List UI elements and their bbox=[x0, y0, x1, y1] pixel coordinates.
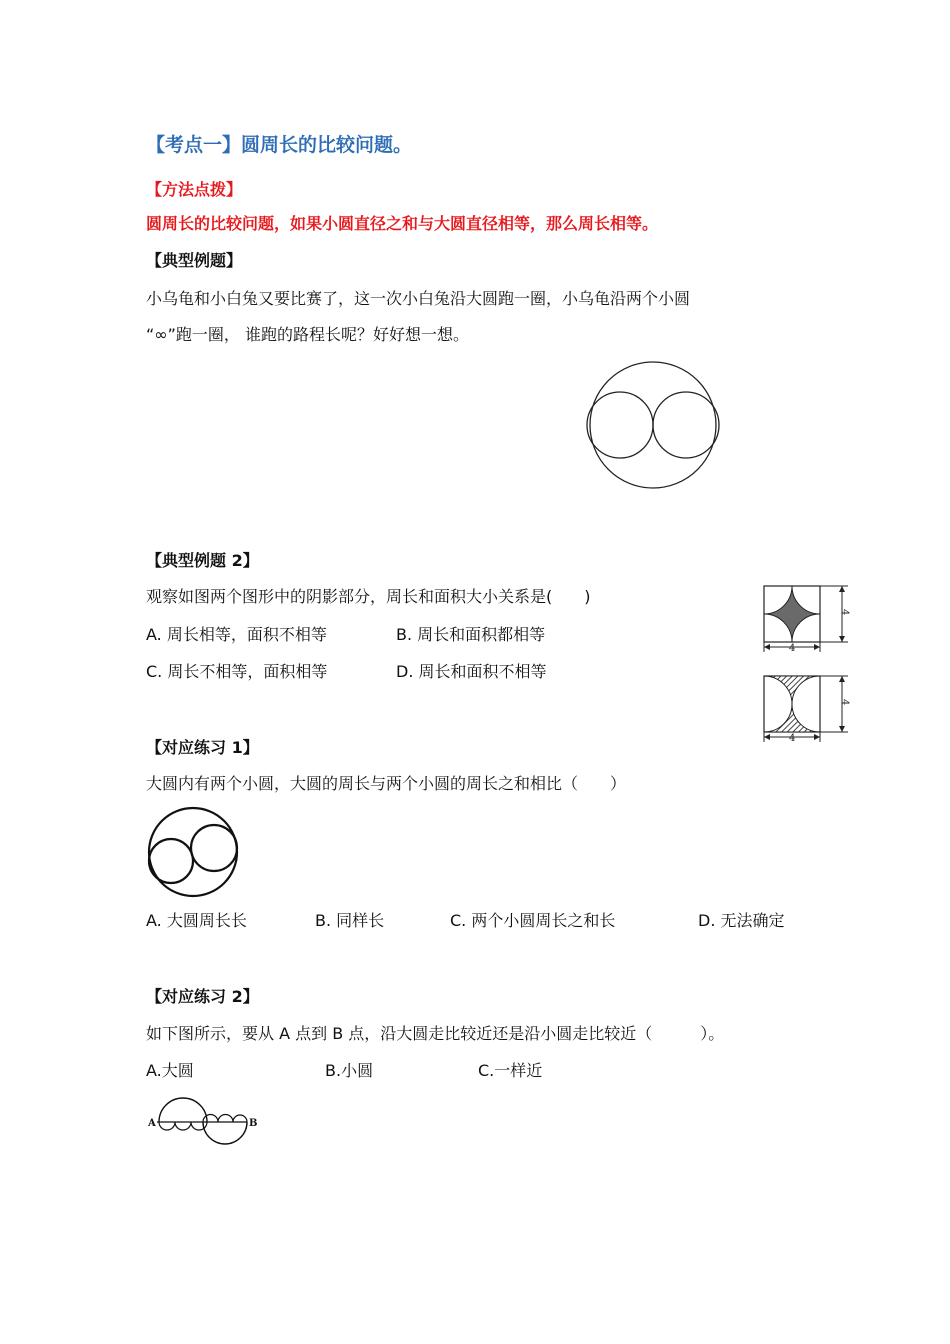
practice2-option-b: B.小圆 bbox=[325, 1061, 374, 1080]
example2-option-a: A. 周长相等，面积不相等 bbox=[146, 625, 327, 644]
section-title: 【考点一】圆周长的比较问题。 bbox=[146, 134, 413, 156]
small-circle-left bbox=[587, 392, 653, 458]
small-arc-4 bbox=[203, 1115, 218, 1123]
inner-circle-right bbox=[191, 825, 237, 871]
example2-figure-hatched bbox=[758, 670, 853, 745]
big-semicircle-upper bbox=[159, 1098, 207, 1122]
practice2-question: 如下图所示，要从 A 点到 B 点，沿大圆走比较近还是沿小圆走比较近（ ）。 bbox=[146, 1024, 725, 1043]
dim-label-vertical-2: 4 bbox=[839, 699, 850, 706]
point-a-label: A bbox=[148, 1118, 156, 1129]
example1-heading: 【典型例题】 bbox=[146, 251, 243, 270]
example2-question: 观察如图两个图形中的阴影部分，周长和面积大小关系是( ) bbox=[146, 587, 591, 606]
practice1-option-c: C. 两个小圆周长之和长 bbox=[450, 911, 616, 930]
small-arc-5 bbox=[218, 1115, 233, 1123]
outer-circle bbox=[149, 808, 237, 896]
practice1-option-b: B. 同样长 bbox=[315, 911, 385, 930]
big-semicircle-lower bbox=[203, 1122, 247, 1144]
shaded-star bbox=[764, 586, 820, 642]
method-text: 圆周长的比较问题，如果小圆直径之和与大圆直径相等，那么周长相等。 bbox=[146, 214, 659, 233]
example2-option-d: D. 周长和面积不相等 bbox=[396, 662, 547, 681]
example2-option-c: C. 周长不相等，面积相等 bbox=[146, 662, 328, 681]
point-b-label: B bbox=[249, 1118, 258, 1129]
practice2-option-c: C.一样近 bbox=[478, 1061, 543, 1080]
small-circle-right bbox=[653, 392, 719, 458]
example2-figure-star bbox=[758, 580, 853, 655]
example2-option-b: B. 周长和面积都相等 bbox=[396, 625, 546, 644]
practice1-option-a: A. 大圆周长长 bbox=[146, 911, 247, 930]
practice1-option-d: D. 无法确定 bbox=[698, 911, 785, 930]
hatched-region bbox=[764, 676, 820, 732]
dim-label-vertical: 4 bbox=[839, 609, 850, 616]
example1-line1: 小乌龟和小白兔又要比赛了，这一次小白兔沿大圆跑一圈，小乌龟沿两个小圆 bbox=[146, 289, 691, 308]
example1-line2: “∞”跑一圈， 谁跑的路程长呢？好好想一想。 bbox=[146, 325, 469, 344]
example2-heading: 【典型例题 2】 bbox=[146, 551, 259, 570]
practice2-heading: 【对应练习 2】 bbox=[146, 987, 259, 1006]
method-heading: 【方法点拨】 bbox=[146, 180, 243, 199]
example1-figure bbox=[580, 355, 730, 495]
practice1-question: 大圆内有两个小圆，大圆的周长与两个小圆的周长之和相比（ ） bbox=[146, 774, 627, 793]
small-arc-2 bbox=[175, 1122, 191, 1130]
small-arc-1 bbox=[159, 1122, 175, 1130]
small-arc-6 bbox=[233, 1115, 247, 1122]
practice2-figure bbox=[145, 1098, 265, 1148]
practice1-figure bbox=[144, 805, 244, 900]
practice1-heading: 【对应练习 1】 bbox=[146, 738, 259, 757]
dim-label-horizontal: 4 bbox=[789, 643, 796, 654]
inner-circle-left bbox=[149, 839, 193, 883]
dim-label-horizontal-2: 4 bbox=[789, 733, 796, 744]
practice2-option-a: A.大圆 bbox=[146, 1061, 194, 1080]
